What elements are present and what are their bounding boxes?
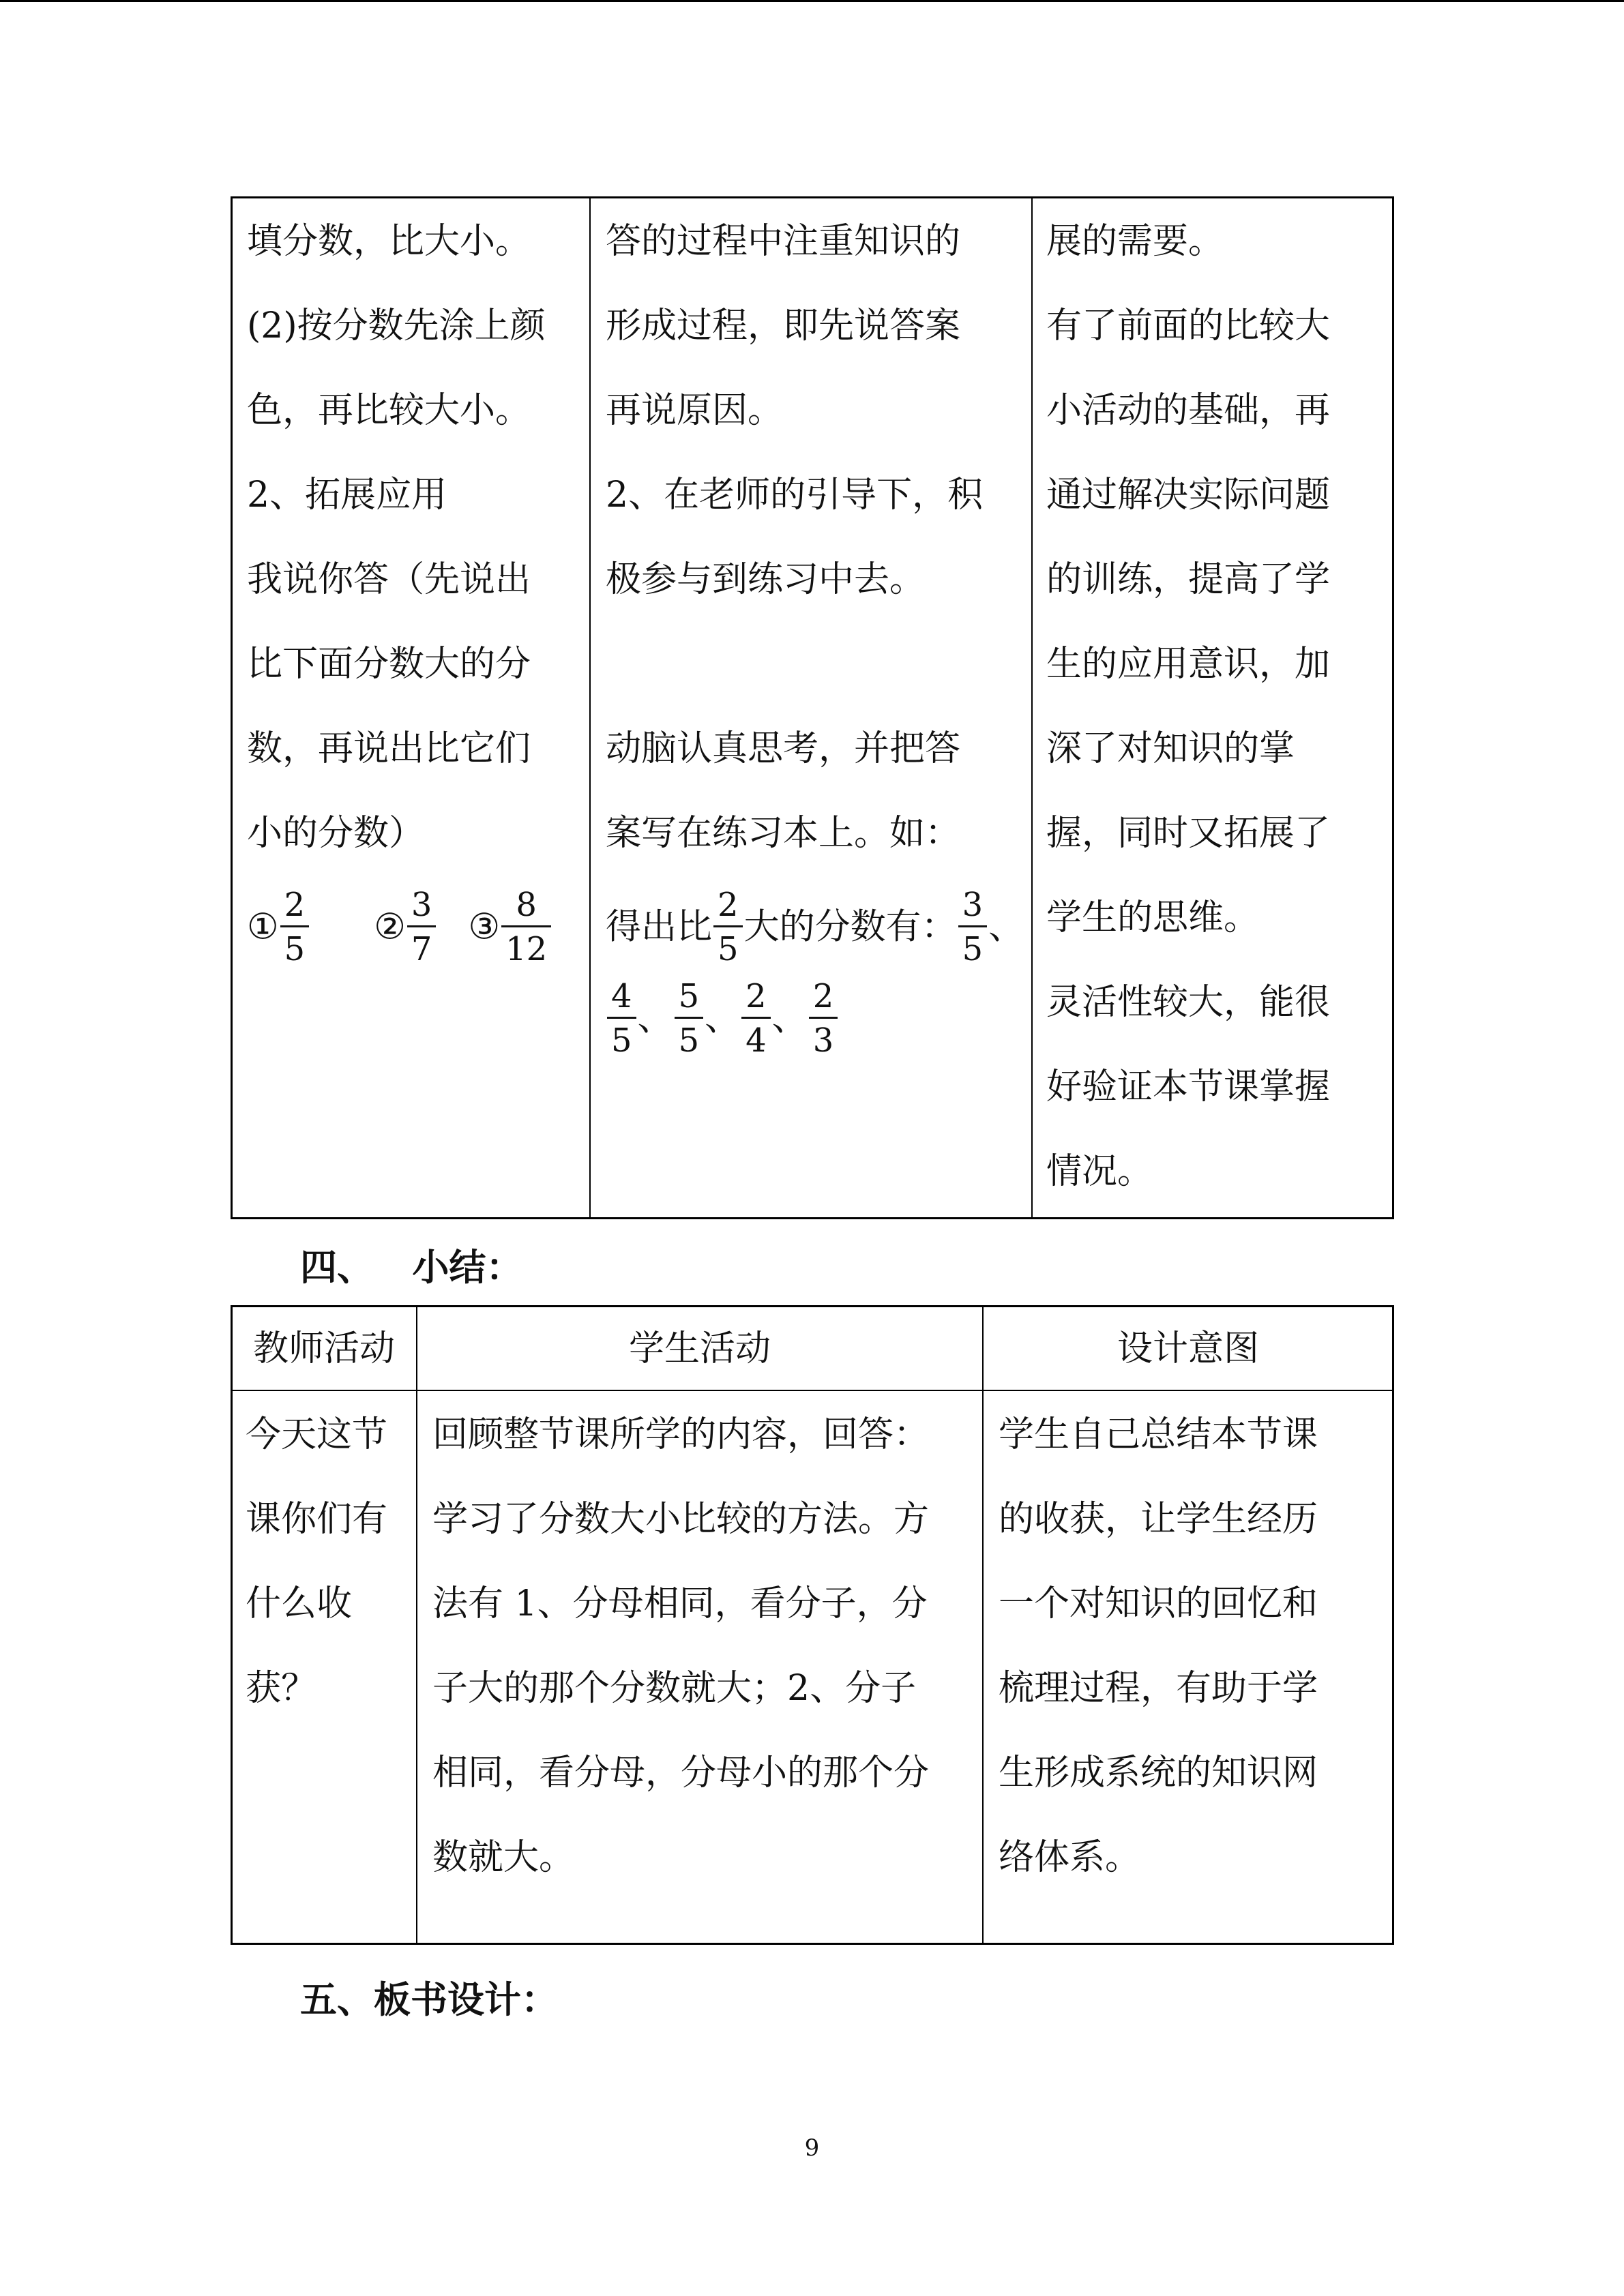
text-line: 通过解决实际问题	[1046, 475, 1331, 516]
text-line: 获？	[246, 1668, 317, 1709]
text-line: 法有 1、分母相同，看分子，分	[432, 1583, 928, 1624]
text-line: 学习了分数大小比较的方法。方	[432, 1499, 930, 1540]
text-line: 我说你答（先说出	[247, 559, 531, 600]
text-line: 课你们有	[246, 1499, 388, 1540]
table1-col3-cell	[1046, 199, 1387, 1214]
item-marker-3: ③	[468, 906, 501, 948]
text-line: 数就大。	[432, 1837, 575, 1878]
text-line: 子大的那个分数就大；2、分子	[432, 1668, 917, 1709]
text-line: 填分数，比大小。	[247, 221, 531, 262]
table1-divider-1	[589, 196, 591, 1219]
item-marker-1: ①	[247, 906, 279, 948]
text-line: 的训练，提高了学	[1046, 559, 1331, 600]
answer-middle: 大的分数有：	[743, 906, 957, 948]
text-line: 有了前面的比较大	[1046, 305, 1331, 346]
section-heading-board-design: 五、板书设计：	[300, 1978, 558, 2021]
text-line: 络体系。	[999, 1837, 1141, 1878]
separator: 、	[705, 998, 741, 1039]
answer-fraction-5: $\frac{2}{3}$	[809, 980, 838, 1057]
text-line: 学生自己总结本节课	[999, 1414, 1318, 1455]
text-line: 握，同时又拓展了	[1046, 813, 1331, 854]
text-line: 生的应用意识，加	[1046, 644, 1331, 685]
fraction-3: $\frac{8}{12}$	[501, 889, 551, 966]
text-line: 一个对知识的回忆和	[999, 1583, 1318, 1624]
text-line: 生形成系统的知识网	[999, 1753, 1318, 1793]
table1-divider-2	[1031, 196, 1033, 1219]
text-line: 形成过程，即先说答案	[606, 305, 961, 346]
answer-fraction-1: $\frac{3}{5}$	[958, 889, 988, 966]
table2-divider-2	[982, 1305, 984, 1945]
teacher-activity-cell	[246, 1392, 409, 1731]
text-line: 再说原因。	[606, 390, 784, 431]
text-line: 2、在老师的引导下，积	[606, 475, 984, 516]
text-line: (2)按分数先涂上颜	[247, 305, 546, 346]
fraction-2: $\frac{3}{7}$	[407, 889, 437, 966]
text-line: 色，再比较大小。	[247, 390, 531, 431]
text-line: 今天这节	[246, 1414, 388, 1455]
item-marker-2: ②	[374, 906, 406, 948]
text-line: 情况。	[1046, 1151, 1153, 1192]
text-line: 小的分数）	[247, 813, 425, 854]
text-line: 案写在练习本上。如：	[606, 813, 961, 854]
answer-line-2	[606, 967, 1022, 1058]
top-border-line	[0, 0, 1624, 2]
text-line: 数，再说出比它们	[247, 728, 531, 769]
text-line: 比下面分数大的分	[247, 644, 531, 685]
table1-col1-cell	[247, 199, 581, 967]
separator: 、	[988, 906, 1024, 948]
text-line: 答的过程中注重知识的	[606, 221, 961, 262]
fraction-1: $\frac{2}{5}$	[280, 889, 310, 966]
text-line: 的收获，让学生经历	[999, 1499, 1318, 1540]
separator: 、	[771, 998, 808, 1039]
answer-fraction-3: $\frac{5}{5}$	[675, 980, 704, 1057]
section-heading-summary: 四、 小结：	[300, 1246, 523, 1289]
header-student-activity: 学生活动	[628, 1328, 771, 1369]
table1-col2-cell	[606, 199, 1022, 1058]
design-intent-cell	[999, 1392, 1387, 1900]
text-line: 什么收	[246, 1583, 353, 1624]
text-line: 学生的思维。	[1046, 897, 1260, 938]
page-number: 9	[804, 2134, 820, 2162]
text-line: 好验证本节课掌握	[1046, 1067, 1331, 1107]
text-line: 灵活性较大，能很	[1046, 982, 1331, 1023]
text-line: 深了对知识的掌	[1046, 728, 1295, 769]
reference-fraction: $\frac{2}{5}$	[713, 889, 743, 966]
text-line: 回顾整节课所学的内容，回答：	[432, 1414, 930, 1455]
text-line: 动脑认真思考，并把答	[606, 728, 961, 769]
answer-line-1	[606, 876, 1022, 967]
fraction-items-line	[247, 876, 581, 967]
header-design-intent: 设计意图	[1117, 1328, 1259, 1369]
text-line: 梳理过程，有助于学	[999, 1668, 1318, 1709]
table2-divider-1	[416, 1305, 417, 1945]
answer-prefix: 得出比	[606, 906, 713, 948]
header-teacher-activity: 教师活动	[252, 1328, 395, 1369]
text-line	[606, 622, 1022, 706]
text-line: 极参与到练习中去。	[606, 559, 926, 600]
text-line: 相同，看分母，分母小的那个分	[432, 1753, 930, 1793]
separator: 、	[637, 998, 673, 1039]
student-activity-cell	[432, 1392, 978, 1900]
answer-fraction-2: $\frac{4}{5}$	[607, 980, 636, 1057]
text-line: 小活动的基础，再	[1046, 390, 1331, 431]
text-line: 展的需要。	[1046, 221, 1224, 262]
text-line: 2、拓展应用	[247, 475, 447, 516]
answer-fraction-4: $\frac{2}{4}$	[741, 980, 771, 1057]
